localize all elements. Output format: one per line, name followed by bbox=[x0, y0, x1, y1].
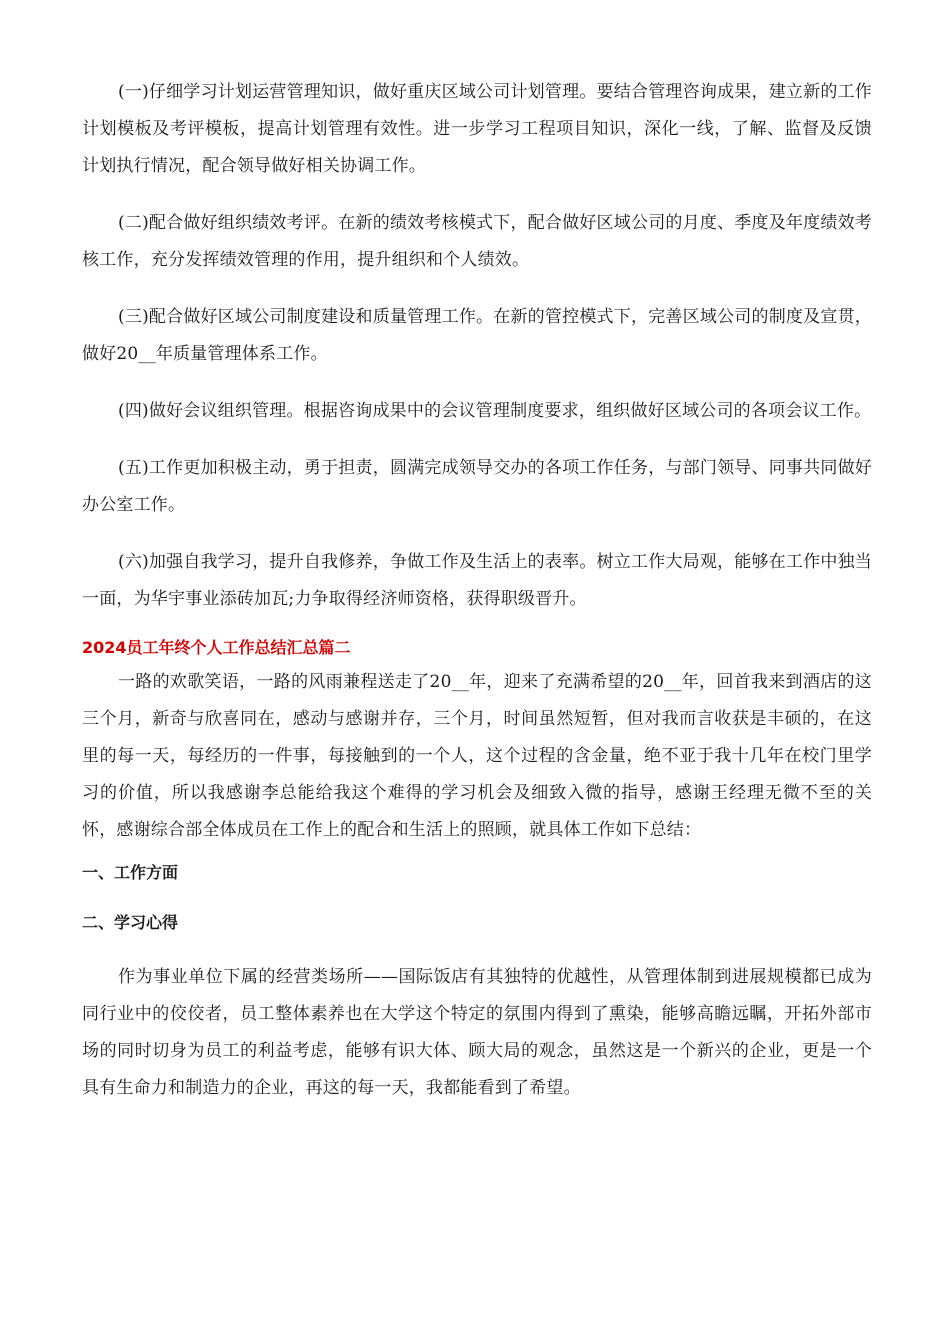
section-title: 2024员工年终个人工作总结汇总篇二 bbox=[82, 638, 351, 657]
paragraph-item-4: (四)做好会议组织管理。根据咨询成果中的会议管理制度要求，组织做好区域公司的各项会议工作。 bbox=[118, 401, 872, 421]
paragraph-item-5: (五)工作更加积极主动，勇于担责，圆满完成领导交办的各项工作任务，与部门领导、同事共同做好办公室工作。 bbox=[82, 458, 872, 515]
document-page bbox=[82, 74, 872, 1127]
heading-study: 二、学习心得 bbox=[82, 913, 179, 932]
closing-paragraph: 作为事业单位下属的经营类场所——国际饭店有其独特的优越性，从管理体制到进展规模都已成为同行业中的佼佼者，员工整体素养也在大学这个特定的氛围内得到了熏染，能够高瞻远瞩，开拓外部市场的同时切身为员工的利益考虑，能够有识大体、顾大局的观念，虽然这是一个新兴的企业，更是一个具有生命力和制造力的企业，再这的每一天，我都能看到了希望。 bbox=[82, 967, 872, 1098]
paragraph-item-2: (二)配合做好组织绩效考评。在新的绩效考核模式下，配合做好区域公司的月度、季度及年度绩效考核工作，充分发挥绩效管理的作用，提升组织和个人绩效。 bbox=[82, 213, 872, 270]
intro-paragraph: 一路的欢歌笑语，一路的风雨兼程送走了20__年，迎来了充满希望的20__年，回首我来到酒店的这三个月，新奇与欣喜同在，感动与感谢并存，三个月，时间虽然短暂，但对我而言收获是丰硕的，在这里的每一天，每经历的一件事，每接触到的一个人，这个过程的含金量，绝不亚于我十几年在校门里学习的价值，所以我感谢李总能给我这个难得的学习机会及细致入微的指导，感谢王经理无微不至的关怀，感谢综合部全体成员在工作上的配合和生活上的照顾，就具体工作如下总结： bbox=[82, 672, 872, 840]
heading-work: 一、工作方面 bbox=[82, 863, 179, 882]
paragraph-item-6: (六)加强自我学习，提升自我修养，争做工作及生活上的表率。树立工作大局观，能够在工作中独当一面，为华宇事业添砖加瓦;力争取得经济师资格，获得职级晋升。 bbox=[82, 552, 872, 609]
paragraph-item-3: (三)配合做好区域公司制度建设和质量管理工作。在新的管控模式下，完善区域公司的制度及宣贯，做好20__年质量管理体系工作。 bbox=[82, 307, 872, 364]
paragraph-item-1: (一)仔细学习计划运营管理知识，做好重庆区域公司计划管理。要结合管理咨询成果，建立新的工作计划模板及考评模板，提高计划管理有效性。进一步学习工程项目知识，深化一线，了解、监督及反馈计划执行情况，配合领导做好相关协调工作。 bbox=[82, 82, 872, 176]
